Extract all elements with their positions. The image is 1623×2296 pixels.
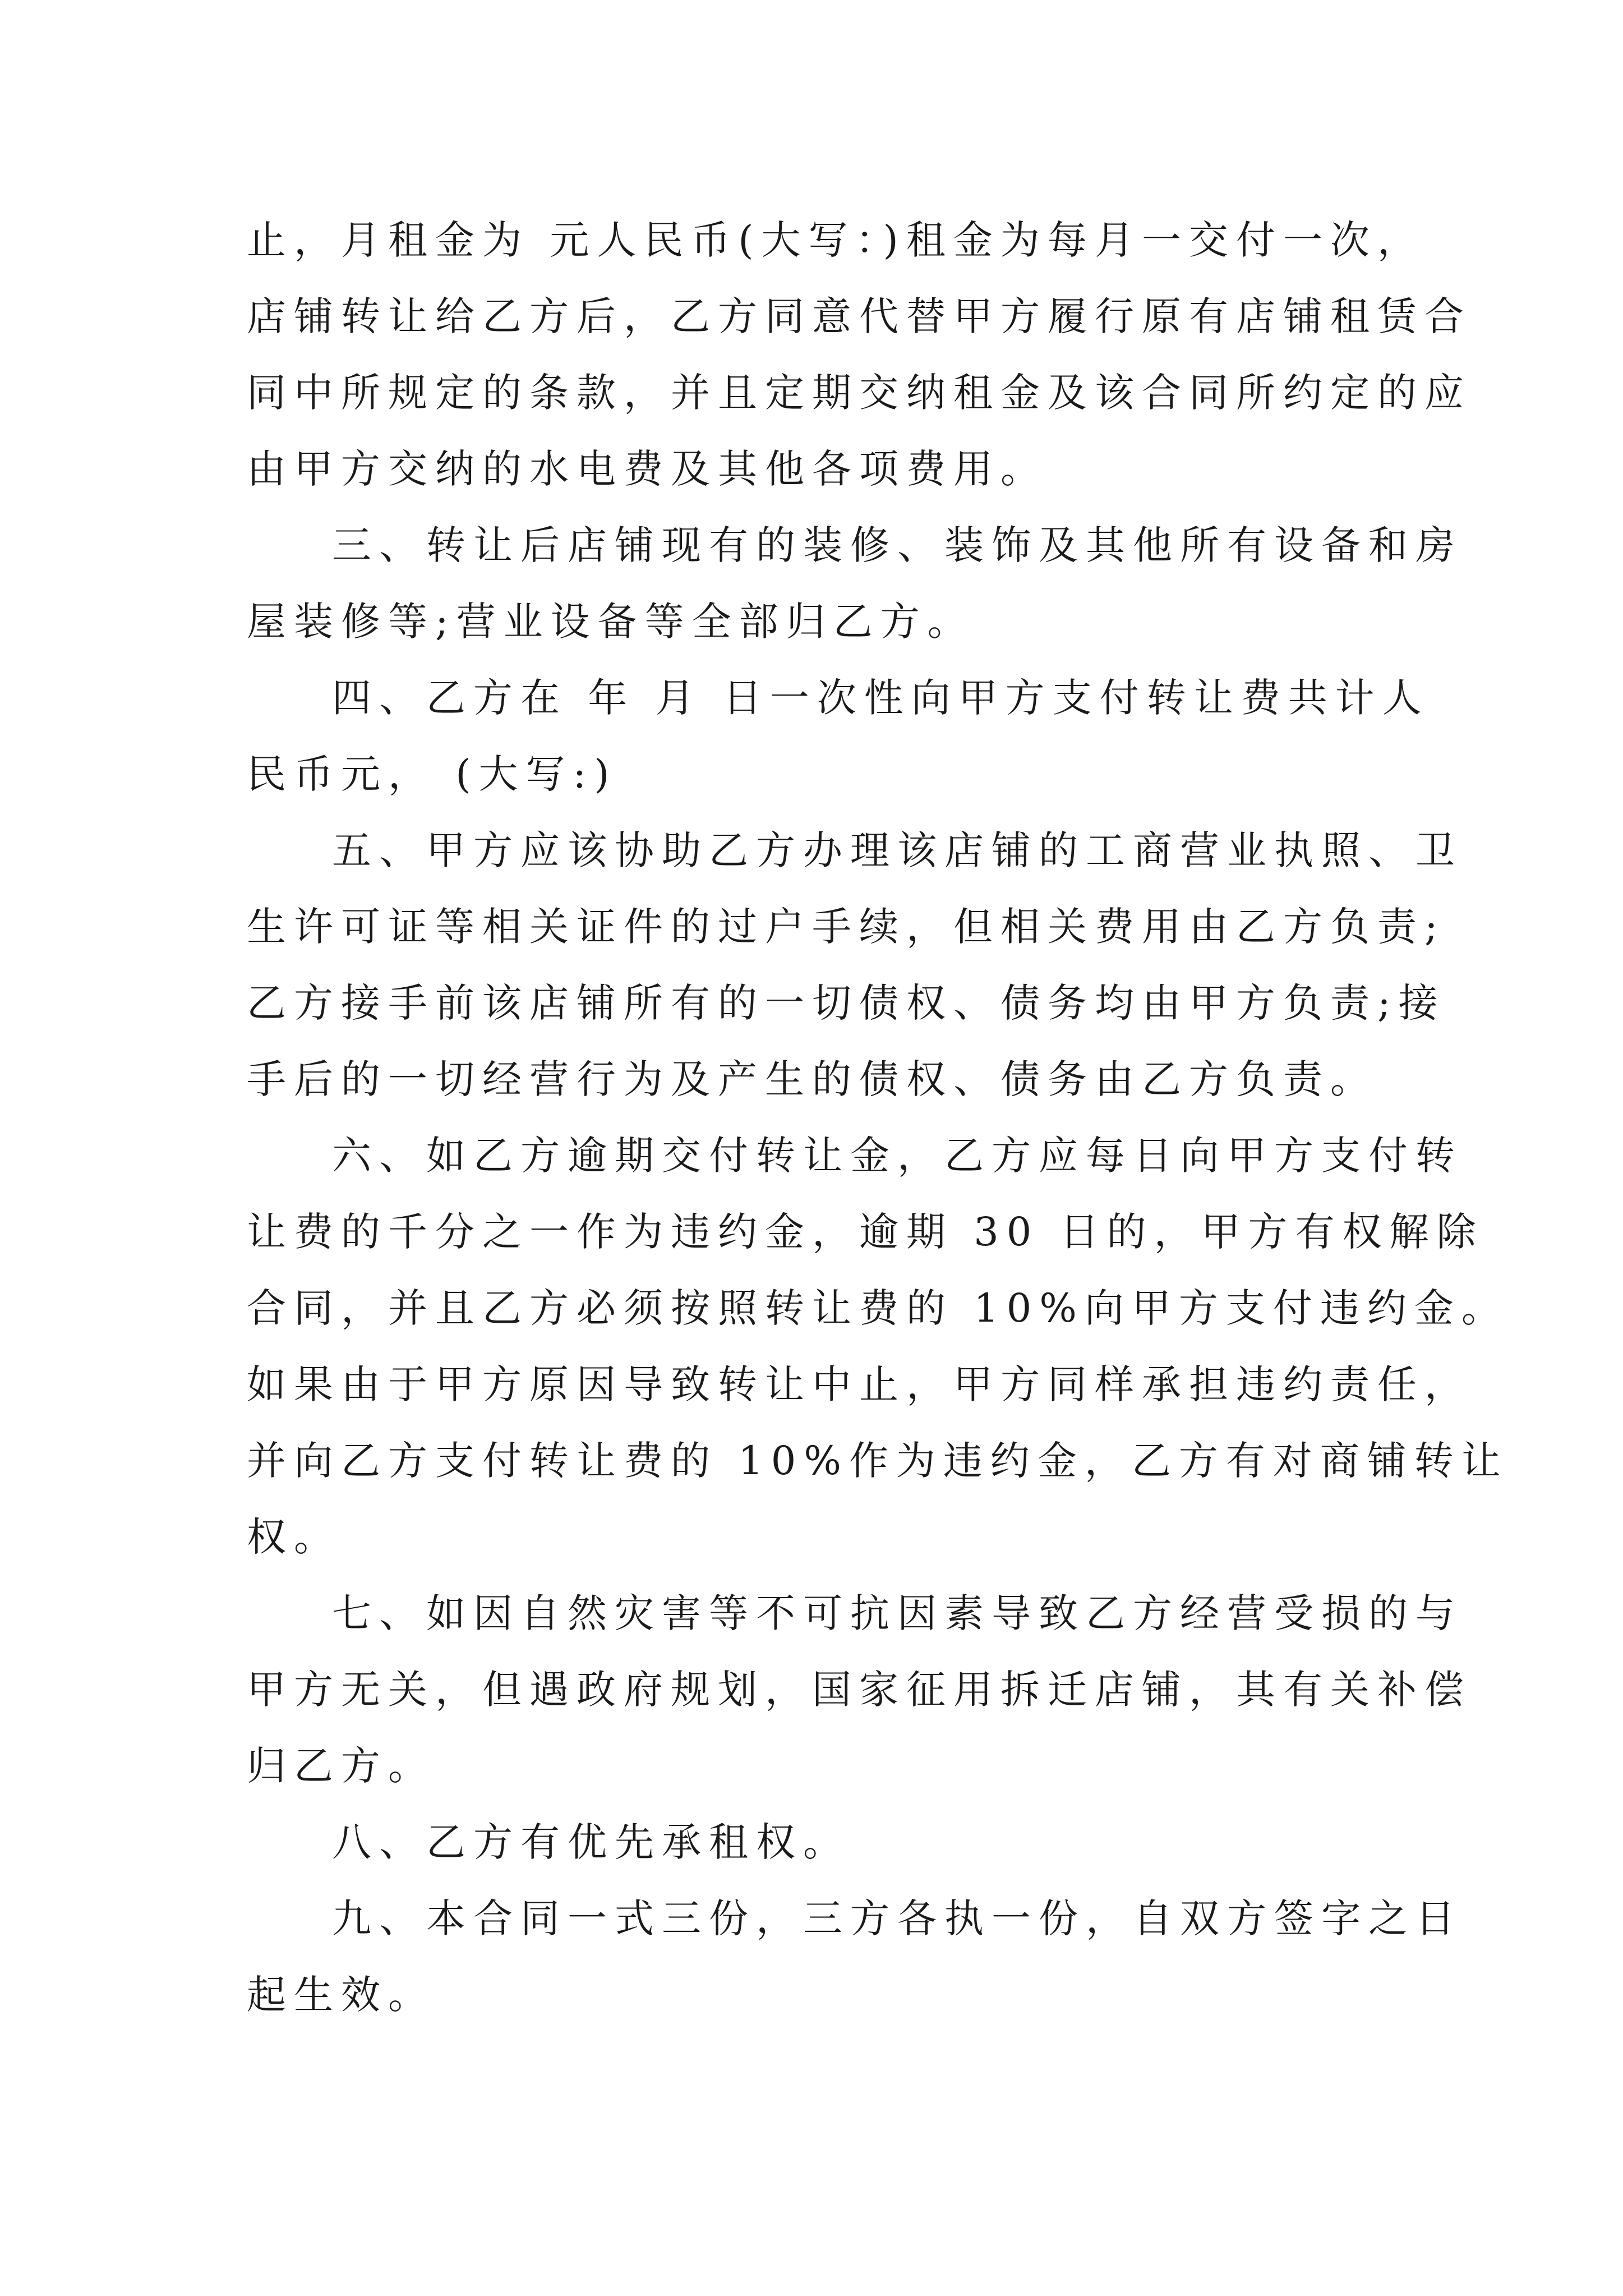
- text-line-19: 七、如因自然灾害等不可抗因素导致乙方经营受损的与: [332, 1590, 1463, 1636]
- text-line-20: 甲方无关，但遇政府规划，国家征用拆迁店铺，其有关补偿: [247, 1667, 1472, 1713]
- text-line-12: 手后的一切经营行为及产生的债权、债务由乙方负责。: [247, 1056, 1377, 1102]
- text-line-15: 合同，并且乙方必须按照转让费的 10%向甲方支付违约金。: [247, 1285, 1509, 1331]
- text-line-5: 三、转让后店铺现有的装修、装饰及其他所有设备和房: [332, 522, 1463, 568]
- text-line-1: 止，月租金为 元人民币(大写：)租金为每月一交付一次，: [247, 217, 1424, 263]
- text-line-16: 如果由于甲方原因导致转让中止，甲方同样承担违约责任，: [247, 1361, 1472, 1407]
- text-line-7: 四、乙方在 年 月 日一次性向甲方支付转让费共计人: [332, 675, 1430, 721]
- text-line-3: 同中所规定的条款，并且定期交纳租金及该合同所约定的应: [247, 370, 1472, 416]
- text-line-23: 九、本合同一式三份，三方各执一份，自双方签字之日: [332, 1895, 1463, 1941]
- text-line-8: 民币元， (大写:): [247, 751, 617, 797]
- text-line-9: 五、甲方应该协助乙方办理该店铺的工商营业执照、卫: [332, 827, 1463, 873]
- text-line-11: 乙方接手前该店铺所有的一切债权、债务均由甲方负责;接: [247, 980, 1446, 1026]
- text-line-6: 屋装修等;营业设备等全部归乙方。: [247, 599, 975, 645]
- text-line-17: 并向乙方支付转让费的 10%作为违约金，乙方有对商铺转让: [247, 1438, 1509, 1484]
- text-line-21: 归乙方。: [247, 1743, 435, 1789]
- contract-body: [247, 202, 1509, 2033]
- text-line-18: 权。: [247, 1514, 341, 1560]
- text-line-10: 生许可证等相关证件的过户手续，但相关费用由乙方负责;: [247, 904, 1446, 950]
- text-line-2: 店铺转让给乙方后，乙方同意代替甲方履行原有店铺租赁合: [247, 293, 1472, 339]
- text-line-13: 六、如乙方逾期交付转让金，乙方应每日向甲方支付转: [332, 1133, 1463, 1179]
- text-line-24: 起生效。: [247, 1972, 435, 2018]
- text-line-14: 让费的千分之一作为违约金，逾期 30 日的，甲方有权解除: [247, 1209, 1484, 1255]
- text-line-22: 八、乙方有优先承租权。: [332, 1819, 850, 1865]
- text-line-4: 由甲方交纳的水电费及其他各项费用。: [247, 446, 1048, 492]
